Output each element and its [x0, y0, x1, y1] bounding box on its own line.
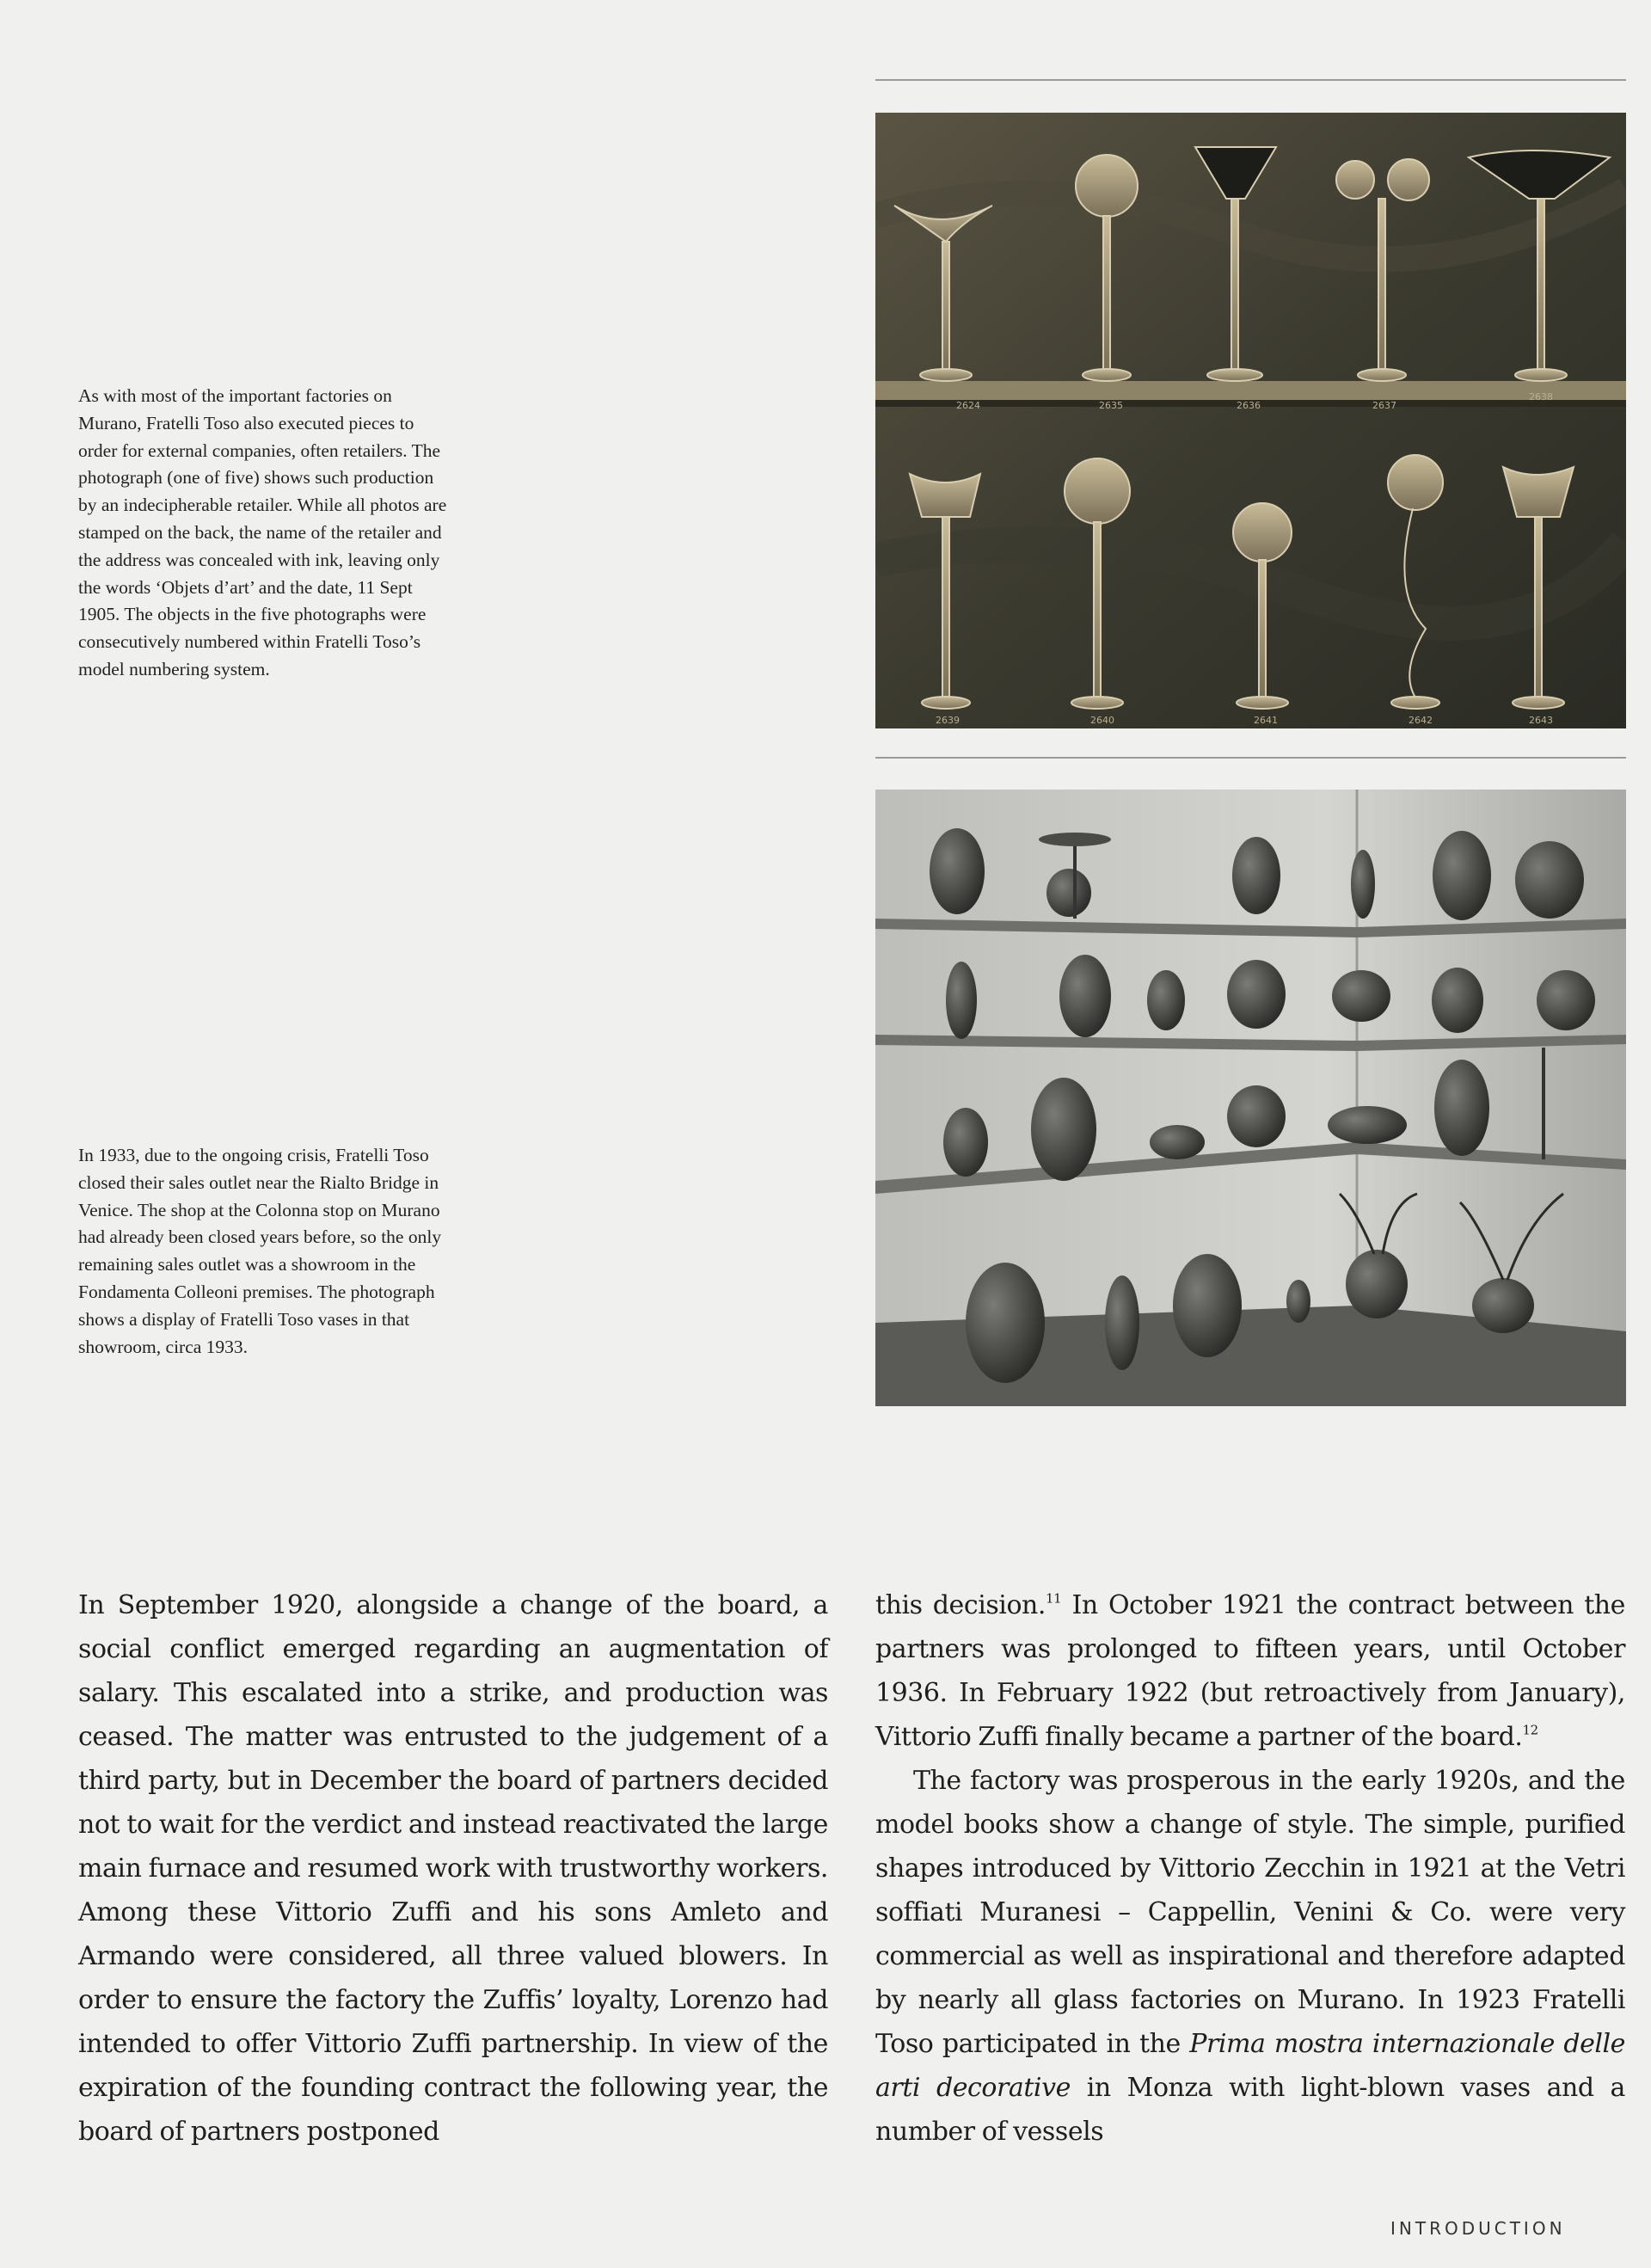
model-number-label: 2639 — [936, 715, 960, 726]
running-footer-section: INTRODUCTION — [1390, 2218, 1566, 2239]
exhibition-title: Prima mostra internazionale delle arti decorative — [875, 2029, 1625, 2103]
caption-retailer-photo — [78, 383, 457, 684]
model-number-label: 2641 — [1254, 715, 1278, 726]
footnote-ref-12[interactable]: 12 — [1522, 1722, 1538, 1738]
body-column-left — [78, 1583, 828, 2154]
model-number-label: 2638 — [1529, 391, 1553, 403]
body-text: in Monza with light-blown vases and a number of vessels — [875, 2073, 1625, 2147]
body-text: The factory was prosperous in the early 1920s, and the model books show a change of style. The simple, purified shapes introduced by Vittorio Zecchin in 1921 at the Vetri soffiati Muranesi – Cappellin, Venini & Co. were very commercial as well as inspirational and therefore adapted by nearly all glass factories on Murano. In 1923 Fratelli Toso participated in the — [875, 1766, 1625, 2059]
model-number-label: 2640 — [1090, 715, 1114, 726]
photo-showroom-display — [875, 790, 1626, 1406]
caption-text: As with most of the important factories on Murano, Fratelli Toso also executed pieces to order for external companies, often retailers. The photograph (one of five) shows such production by an indecipherable retailer. While all photos are stamped on the back, the name of the retailer and the address was concealed with ink, leaving only the words ‘Objets d’art’ and the date, 11 Sept 1905. The objects in the five photographs were consecutively numbered within Fratelli Toso’s model numbering system. — [78, 385, 447, 679]
model-number-label: 2643 — [1529, 715, 1553, 726]
footnote-ref-11[interactable]: 11 — [1046, 1590, 1062, 1607]
caption-showroom-photo — [78, 1142, 457, 1361]
body-column-right — [875, 1583, 1625, 2154]
body-text: this decision. — [875, 1590, 1046, 1620]
body-paragraph: In September 1920, alongside a change of the board, a social conflict emerged regarding an augmentation of salary. This escalated into a strike, and production was ceased. The matter was entrusted to the judgement of a third party, but in December the board of partners decided not to wait for the verdict and instead reactivated the large main furnace and resumed work with trustworthy workers. Among these Vittorio Zuffi and his sons Amleto and Armando were considered, all three valued blowers. In order to ensure the factory the Zuffis’ loyalty, Lorenzo had intended to offer Vittorio Zuffi partnership. In view of the expiration of the founding contract the following year, the board of partners postponed — [78, 1590, 828, 2147]
photo-retailer-glassware — [875, 113, 1626, 728]
model-number-label: 2642 — [1409, 715, 1433, 726]
divider-rule-top — [875, 79, 1626, 81]
model-number-label: 2636 — [1237, 400, 1261, 411]
body-paragraph — [875, 1583, 1625, 1759]
body-paragraph — [875, 1759, 1625, 2154]
body-text: In October 1921 the contract between the partners was prolonged to fifteen years, until October 1936. In February 1922 (but retroactively from January), Vittorio Zuffi finally became a partner of the board. — [875, 1590, 1625, 1752]
model-number-label: 2624 — [956, 400, 980, 411]
model-number-label: 2637 — [1372, 400, 1396, 411]
model-number-label: 2635 — [1099, 400, 1123, 411]
caption-text: In 1933, due to the ongoing crisis, Fratelli Toso closed their sales outlet near the Rialto Bridge in Venice. The shop at the Colonna stop on Murano had already been closed years before, so the only remaining sales outlet was a showroom in the Fondamenta Colleoni premises. The photograph shows a display of Fratelli Toso vases in that showroom, circa 1933. — [78, 1145, 442, 1357]
divider-rule-middle — [875, 757, 1626, 759]
